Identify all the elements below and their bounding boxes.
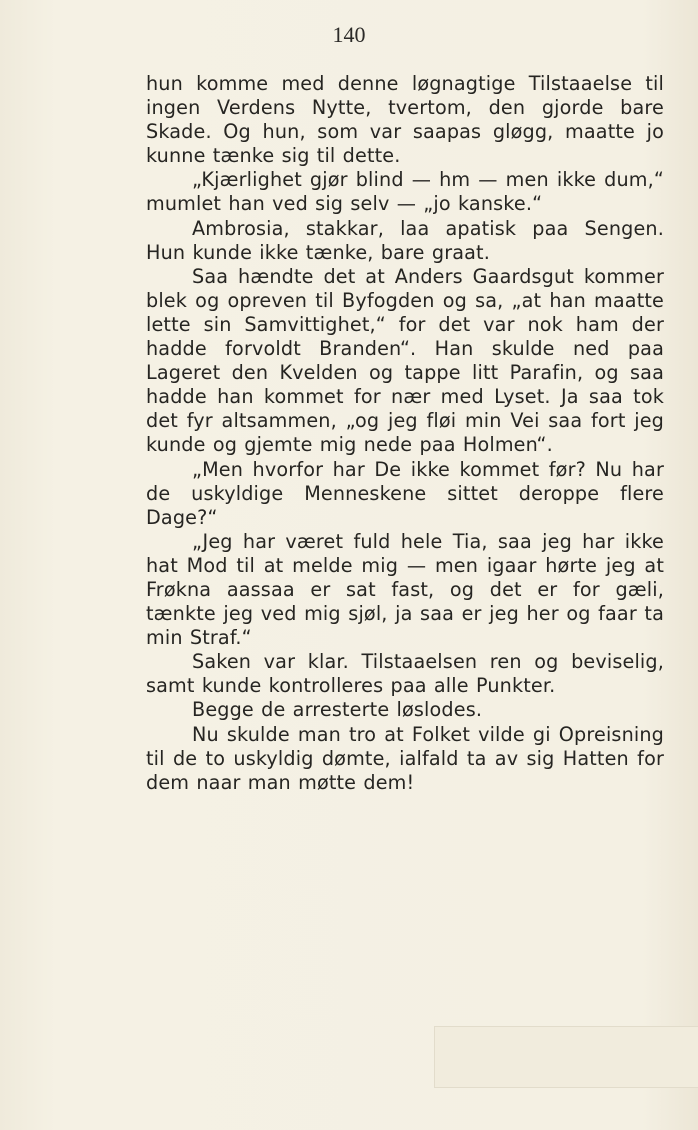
paragraph: hun komme med denne løgnagtige Tilstaaelse til ingen Verdens Nytte, tvertom, den gjorde bare Skade. Og hun, som var saapas gløgg, maatte jo kunne tænke sig til dette. [146,72,664,168]
paragraph: Saken var klar. Tilstaaelsen ren og beviselig, samt kunde kontrolleres paa alle Punkter. [146,650,664,698]
page-number: 140 [332,22,366,47]
page-body-text [146,72,664,795]
paragraph: „Kjærlighet gjør blind — hm — men ikke dum,“ mumlet han ved sig selv — „jo kanske.“ [146,168,664,216]
paragraph: Ambrosia, stakkar, laa apatisk paa Sengen. Hun kunde ikke tænke, bare graat. [146,216,664,264]
paragraph: Nu skulde man tro at Folket vilde gi Opreisning til de to uskyldig dømte, ialfald ta av sig Hatten for dem naar man møtte dem! [146,722,664,794]
paragraph: „Jeg har været fuld hele Tia, saa jeg har ikke hat Mod til at melde mig — men igaar hørte jeg at Frøkna aassaa er sat fast, og det er for gæli, tænkte jeg ved mig sjøl, ja saa er jeg her og faar ta min Straf.“ [146,529,664,650]
paragraph: „Men hvorfor har De ikke kommet før? Nu har de uskyldige Menneskene sittet deroppe flere Dage?“ [146,457,664,529]
paragraph: Begge de arresterte løslodes. [192,698,483,722]
page-corner-mark [434,1026,698,1088]
paragraph: Saa hændte det at Anders Gaardsgut kommer blek og opreven til Byfogden og sa, „at han maatte lette sin Samvittighet,“ for det var nok ham der hadde forvoldt Branden“. Han skulde ned paa Lageret den Kvelden og tappe litt Parafin, og saa hadde han kommet for nær med Lyset. Ja saa tok det fyr altsammen, „og jeg fløi min Vei saa fort jeg kunde og gjemte mig nede paa Holmen“. [146,264,664,457]
